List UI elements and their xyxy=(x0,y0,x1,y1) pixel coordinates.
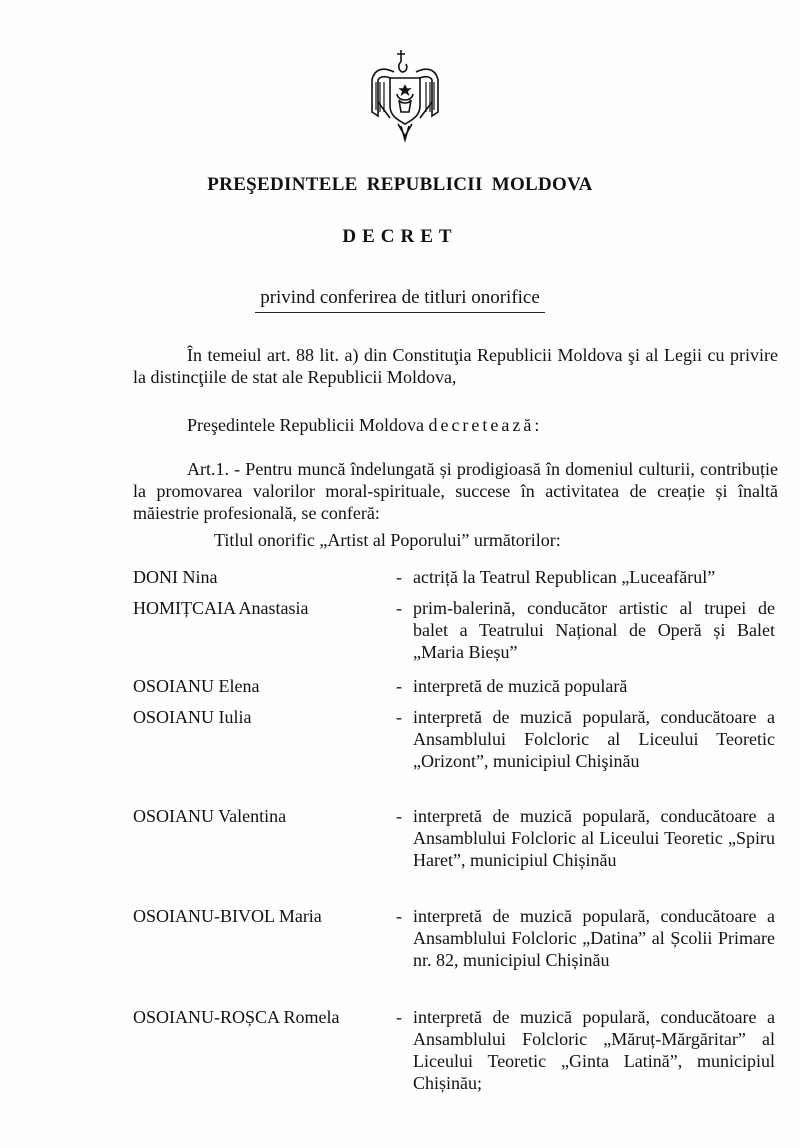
separator-dash: - xyxy=(396,567,402,587)
recipient-name: OSOIANU Valentina xyxy=(133,806,287,826)
decree-statement xyxy=(133,414,778,436)
separator-dash: - xyxy=(396,806,402,826)
separator-dash: - xyxy=(396,1007,402,1027)
recipient-description: interpretă de muzică populară, conducătoare a Ansamblului Folcloric „Măruț-Mărgăritar” al Liceului Teoretic „Ginta Latină”, municipiul Chișinău; xyxy=(413,1007,775,1093)
recipient-name: DONI Nina xyxy=(133,567,218,587)
separator-dash: - xyxy=(396,707,402,727)
recipient-name: OSOIANU-ROȘCA Romela xyxy=(133,1007,340,1027)
preamble: În temeiul art. 88 lit. a) din Constituţia Republicii Moldova şi al Legii cu privire la distincţiile de stat ale Republicii Moldova, xyxy=(133,345,778,387)
recipient-name: HOMIȚCAIA Anastasia xyxy=(133,598,309,618)
recipient-description: interpretă de muzică populară, conducătoare a Ansamblului Folcloric al Liceului Teoretic „Orizont”, municipiul Chişinău xyxy=(413,707,775,771)
coat-of-arms-icon xyxy=(368,46,442,144)
separator-dash: - xyxy=(396,906,402,926)
honorary-title-line: Titlul onorific „Artist al Poporului” următorilor: xyxy=(214,530,561,550)
recipient-description: actriță la Teatrul Republican „Luceafărul” xyxy=(413,567,716,587)
separator-dash: - xyxy=(396,598,402,618)
document-type: DECRET xyxy=(342,226,458,247)
recipient-description: prim-balerină, conducător artistic al trupei de balet a Teatrului Național de Operă și Balet „Maria Bieșu” xyxy=(413,598,775,662)
recipient-name: OSOIANU Elena xyxy=(133,676,260,696)
document-subject: privind conferirea de titluri onorifice xyxy=(255,287,545,313)
separator-dash: - xyxy=(396,676,402,696)
recipient-name: OSOIANU Iulia xyxy=(133,707,252,727)
decree-verb: decretează: xyxy=(428,415,543,435)
recipient-description: interpretă de muzică populară xyxy=(413,676,628,696)
article-1: Art.1. - Pentru muncă îndelungată și prodigioasă în domeniul culturii, contribuție la promovarea valorilor moral-spirituale, succese în activitatea de creație și înaltă măiestrie profesională, se conferă: xyxy=(133,459,778,523)
decree-intro: Preşedintele Republicii Moldova xyxy=(187,415,424,435)
recipient-name: OSOIANU-BIVOL Maria xyxy=(133,906,322,926)
issuer-heading: PREŞEDINTELE REPUBLICII MOLDOVA xyxy=(207,174,593,195)
recipient-description: interpretă de muzică populară, conducătoare a Ansamblului Folcloric „Datina” al Școlii Primare nr. 82, municipiul Chișinău xyxy=(413,906,775,970)
recipient-description: interpretă de muzică populară, conducătoare a Ansamblului Folcloric al Liceului Teoretic „Spiru Haret”, municipiul Chișinău xyxy=(413,806,775,870)
